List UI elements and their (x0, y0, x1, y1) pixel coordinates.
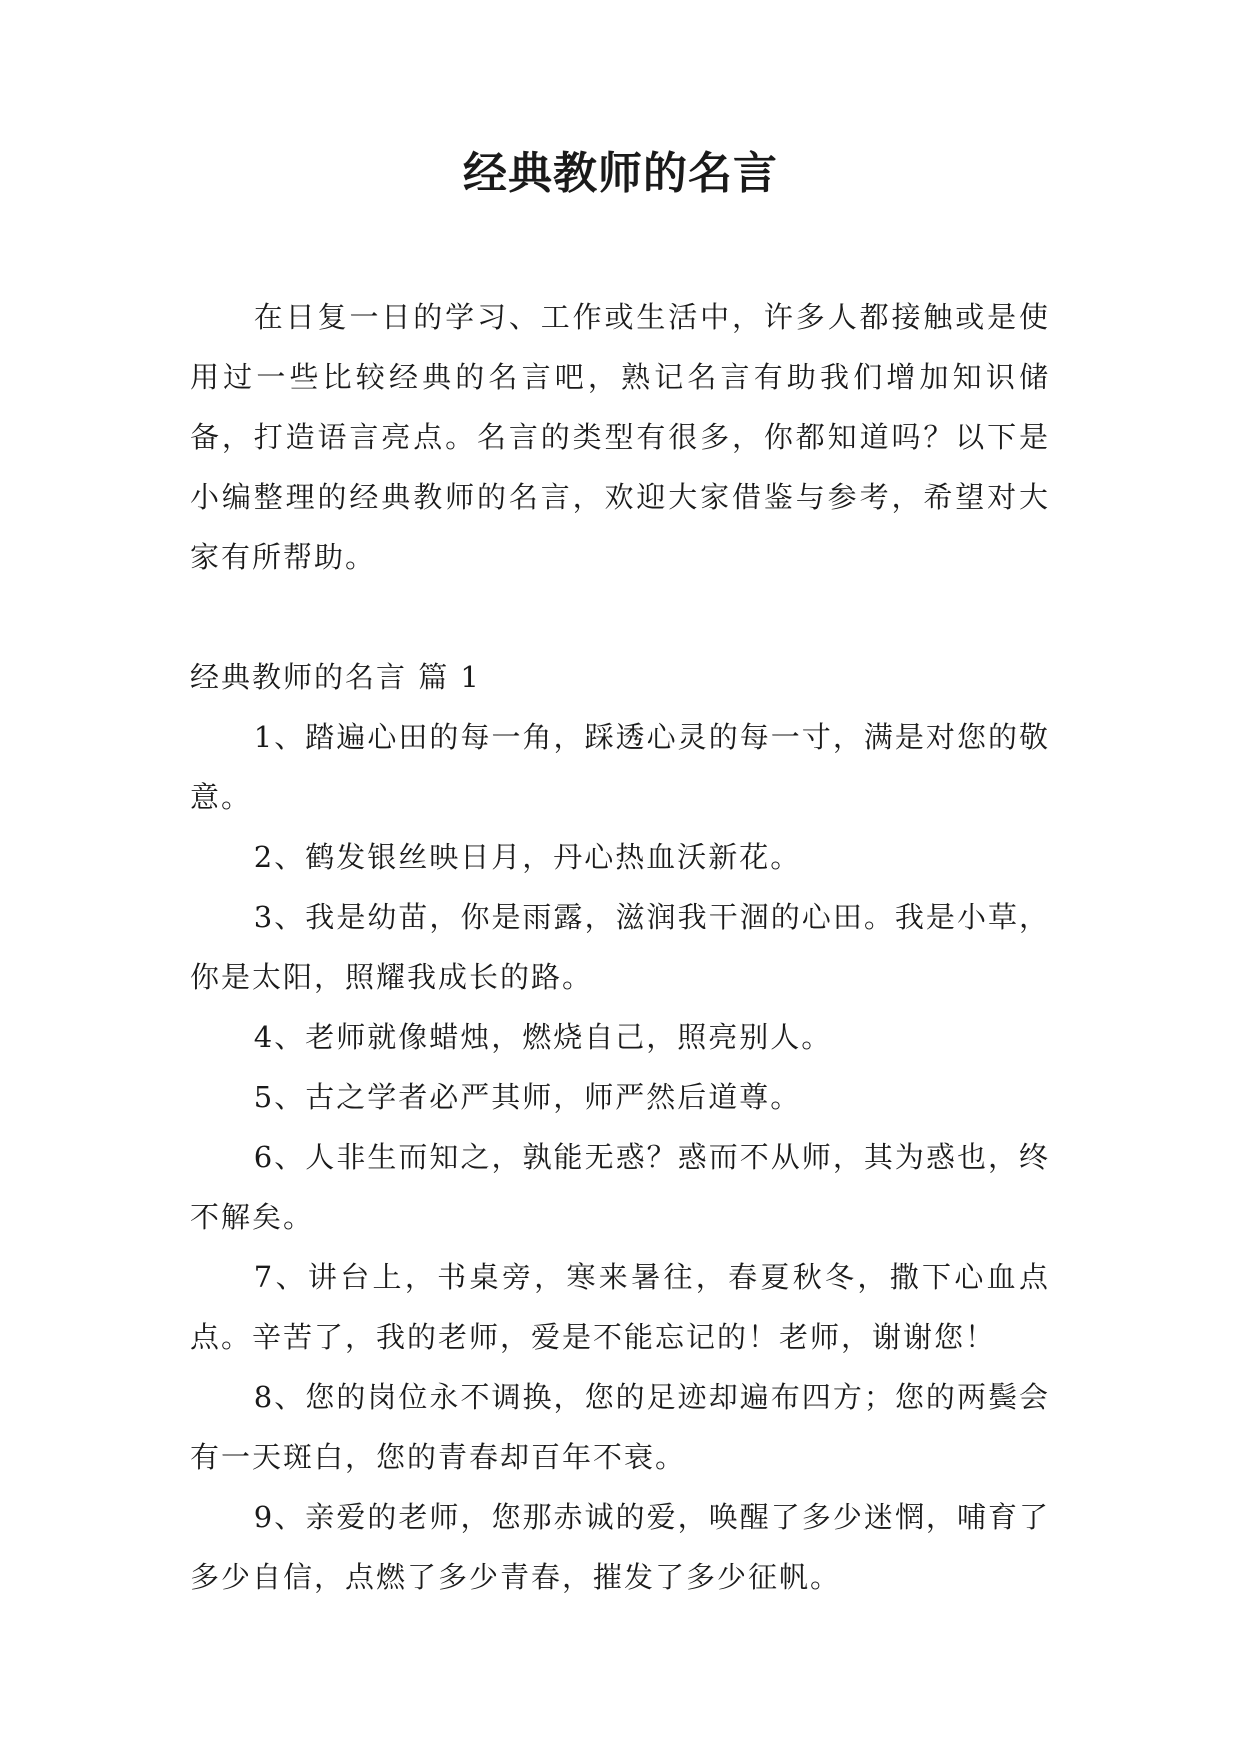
quote-7: 7、讲台上，书桌旁，寒来暑往，春夏秋冬，撒下心血点点。辛苦了，我的老师，爱是不能忘记的！老师，谢谢您！ (190, 1260, 1050, 1354)
document-body (190, 287, 1050, 1607)
quote-5: 5、古之学者必严其师，师严然后道尊。 (253, 1080, 802, 1114)
quote-9: 9、亲爱的老师，您那赤诚的爱，唤醒了多少迷惘，哺育了多少自信，点燃了多少青春，摧发了多少征帆。 (190, 1500, 1050, 1594)
document-title: 经典教师的名言 (463, 148, 778, 199)
quote-3: 3、我是幼苗，你是雨露，滋润我干涸的心田。我是小草，你是太阳，照耀我成长的路。 (190, 900, 1050, 994)
quote-2: 2、鹤发银丝映日月，丹心热血沃新花。 (253, 840, 802, 874)
quote-6: 6、人非生而知之，孰能无惑？惑而不从师，其为惑也，终不解矣。 (190, 1140, 1050, 1234)
intro-paragraph: 在日复一日的学习、工作或生活中，许多人都接触或是使用过一些比较经典的名言吧，熟记名言有助我们增加知识储备，打造语言亮点。名言的类型有很多，你都知道吗？以下是小编整理的经典教师的名言，欢迎大家借鉴与参考，希望对大家有所帮助。 (190, 300, 1050, 574)
quote-1: 1、踏遍心田的每一角，踩透心灵的每一寸，满是对您的敬意。 (190, 720, 1050, 814)
quote-4: 4、老师就像蜡烛，燃烧自己，照亮别人。 (253, 1020, 833, 1054)
section-heading: 经典教师的名言 篇 1 (190, 660, 481, 694)
quote-8: 8、您的岗位永不调换，您的足迹却遍布四方；您的两鬓会有一天斑白，您的青春却百年不衰。 (190, 1380, 1050, 1474)
